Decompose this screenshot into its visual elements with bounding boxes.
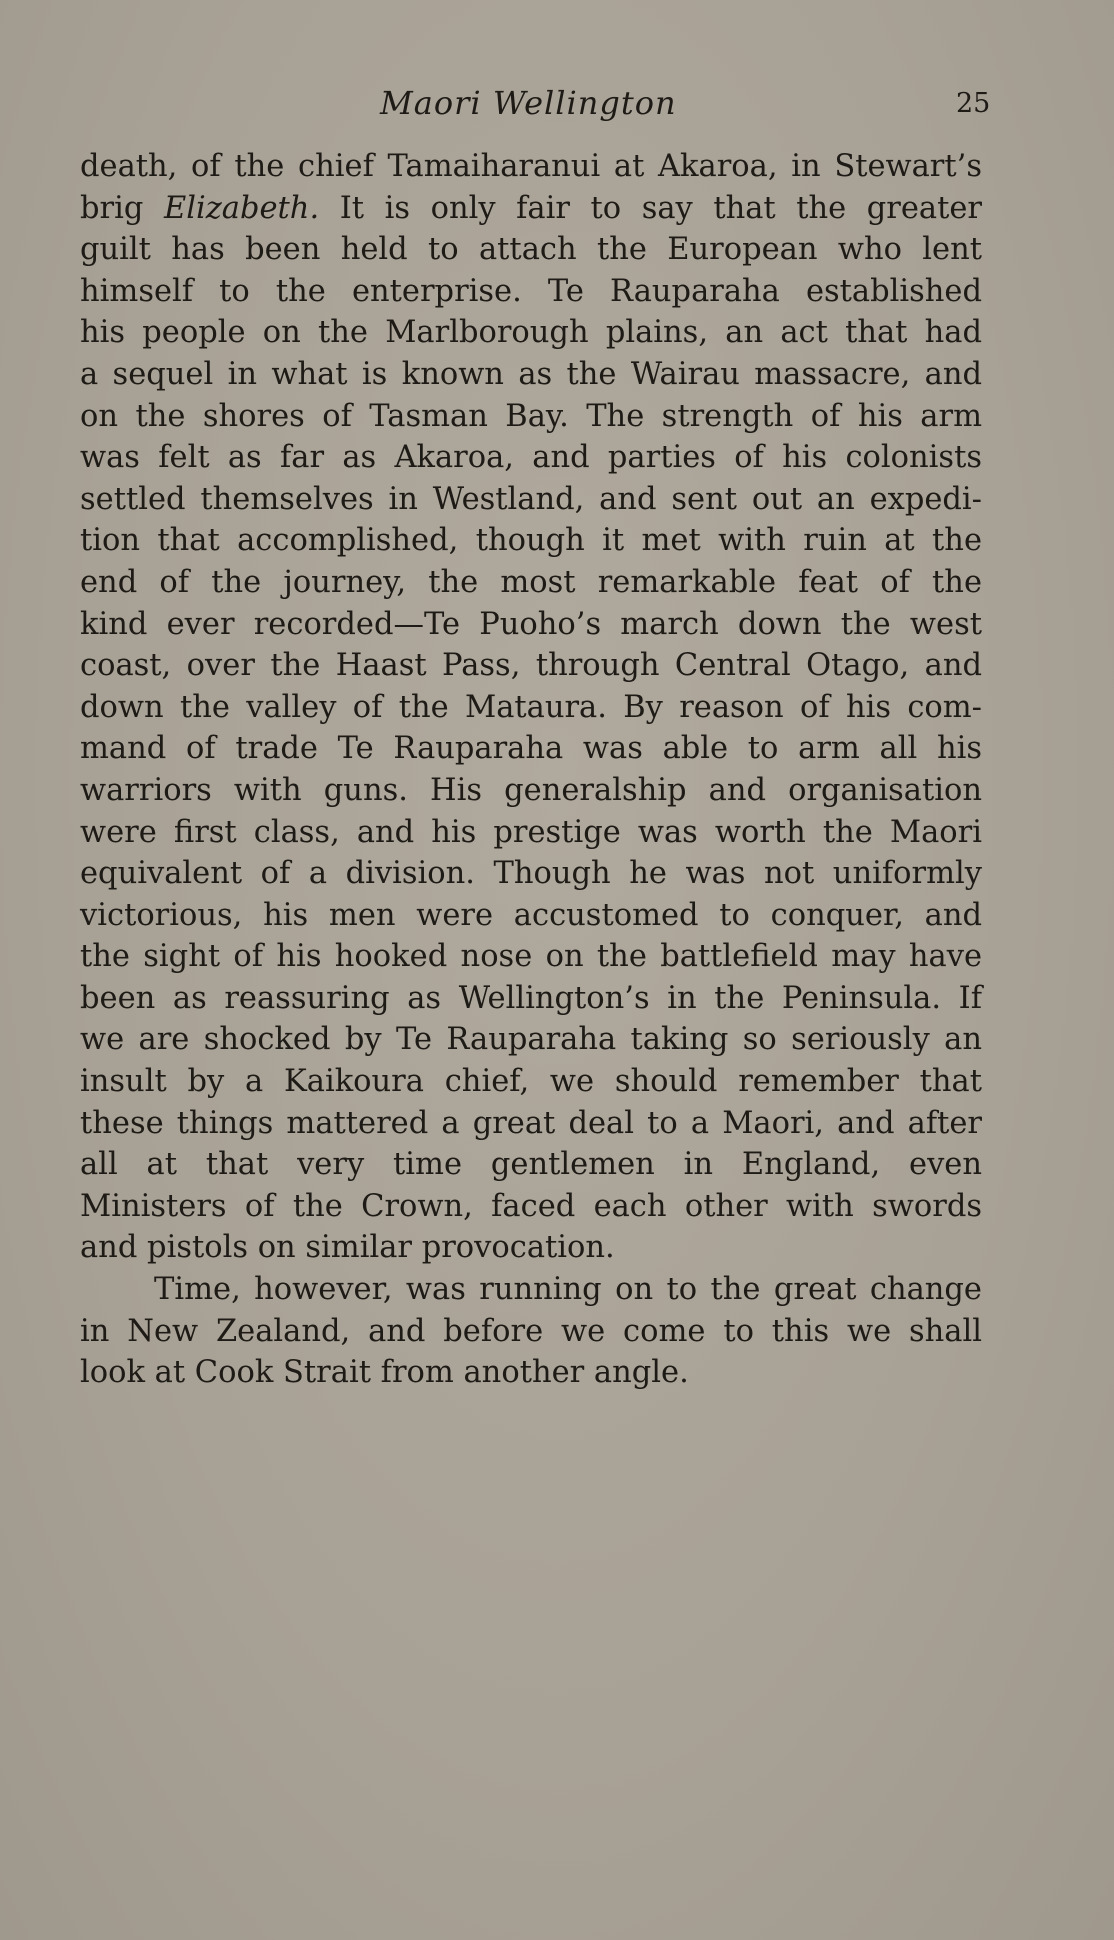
text-line: mand of trade Te Rauparaha was able to arm all his	[80, 731, 982, 767]
text-line: been as reassuring as Wellington’s in the Peninsula. If	[80, 980, 982, 1016]
text-line: warriors with guns. His generalship and organisation	[80, 772, 982, 808]
text-line: brig Elizabeth. It is only fair to say that the greater	[80, 190, 982, 226]
text-line: in New Zealand, and before we come to this we shall	[80, 1313, 982, 1349]
text-line: insult by a Kaikoura chief, we should remember that	[80, 1064, 982, 1100]
text-line: equivalent of a division. Though he was not uniformly	[80, 856, 982, 892]
body-text	[80, 146, 982, 1394]
page-number: 25	[956, 88, 991, 119]
text-line: coast, over the Haast Pass, through Central Otago, and	[80, 648, 982, 684]
text-line: himself to the enterprise. Te Rauparaha established	[80, 273, 982, 309]
paragraph-end-line: look at Cook Strait from another angle.	[80, 1355, 689, 1391]
text-line: kind ever recorded—Te Puoho’s march down the west	[80, 606, 982, 642]
text-line: we are shocked by Te Rauparaha taking so seriously an	[80, 1022, 982, 1058]
text-line: guilt has been held to attach the European who lent	[80, 232, 982, 268]
paragraph-end-line: and pistols on similar provocation.	[80, 1230, 615, 1266]
text-line: all at that very time gentlemen in England, even	[80, 1147, 982, 1183]
text-line: settled themselves in Westland, and sent out an expedi-	[80, 481, 982, 517]
text-line: on the shores of Tasman Bay. The strength of his arm	[80, 398, 982, 434]
text-line: end of the journey, the most remarkable feat of the	[80, 564, 982, 600]
text-line: victorious, his men were accustomed to conquer, and	[80, 897, 982, 933]
text-line: death, of the chief Tamaiharanui at Akaroa, in Stewart’s	[80, 149, 982, 184]
text-line: a sequel in what is known as the Wairau massacre, and	[80, 356, 982, 392]
ship-name-italic: Elizabeth.	[163, 190, 320, 226]
text-line: his people on the Marlborough plains, an act that had	[80, 315, 982, 351]
text-line: the sight of his hooked nose on the battlefield may have	[80, 939, 982, 975]
text-line: Ministers of the Crown, faced each other with swords	[80, 1188, 982, 1224]
running-head	[0, 84, 1114, 124]
running-title: Maori Wellington	[380, 84, 677, 122]
text-line: these things mattered a great deal to a Maori, and after	[80, 1105, 982, 1141]
paragraph-start-line: Time, however, was running on to the great change	[154, 1272, 982, 1308]
text-line: down the valley of the Mataura. By reason of his com-	[80, 689, 982, 725]
text-line: was felt as far as Akaroa, and parties of his colonists	[80, 440, 982, 476]
text-line: tion that accomplished, though it met with ruin at the	[80, 523, 982, 559]
text-line: were first class, and his prestige was worth the Maori	[80, 814, 982, 850]
